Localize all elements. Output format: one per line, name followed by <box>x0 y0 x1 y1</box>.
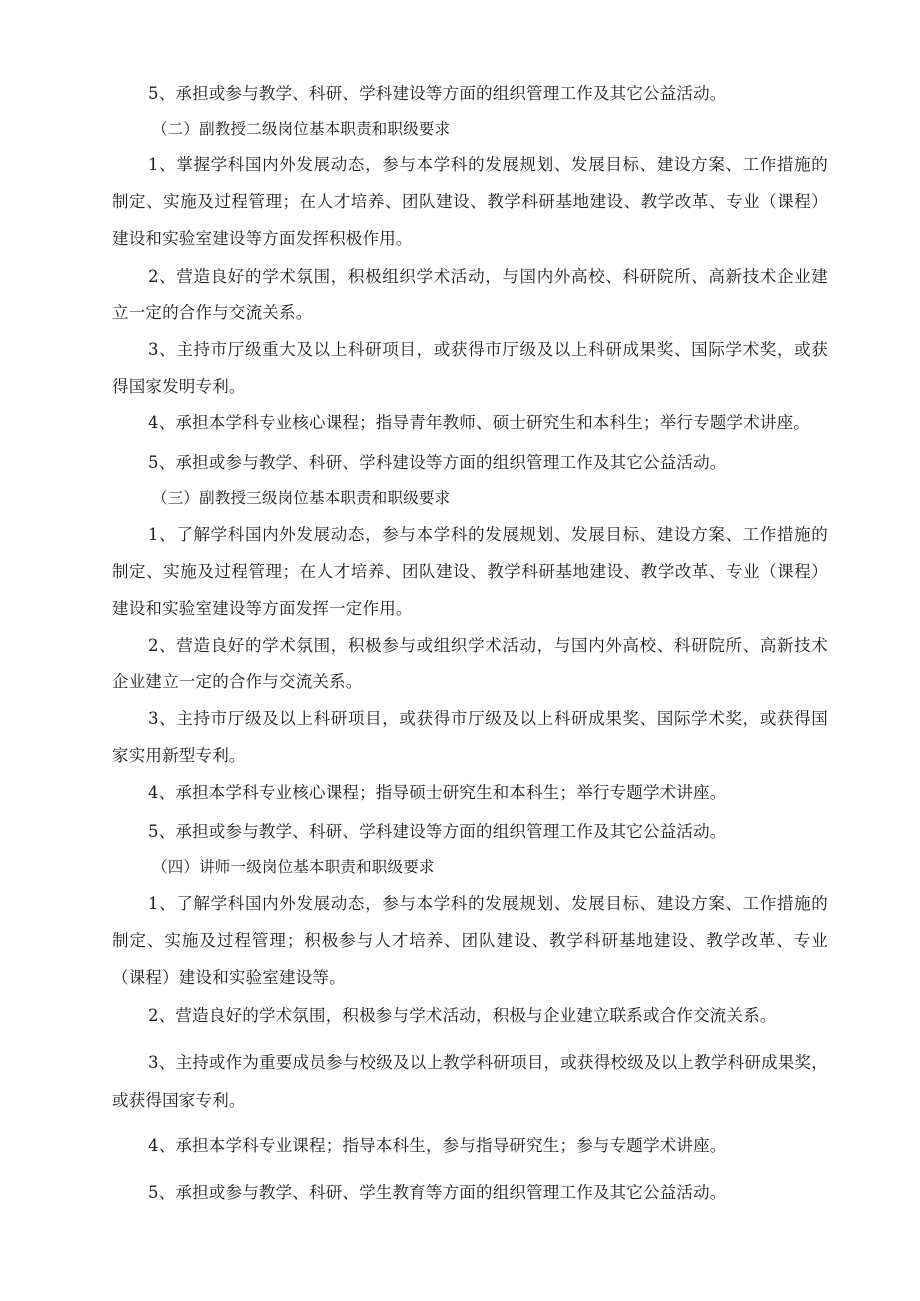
paragraph-line: 企业建立一定的合作与交流关系。 <box>112 672 363 691</box>
paragraph-line: 2、营造良好的学术氛围，积极参与学术活动，积极与企业建立联系或合作交流关系。 <box>148 1006 777 1025</box>
paragraph-line: 立一定的合作与交流关系。 <box>112 303 313 322</box>
paragraph-line: 3、主持市厅级重大及以上科研项目，或获得市厅级及以上科研成果奖、国际学术奖，或获 <box>148 340 828 359</box>
paragraph-line: 2、营造良好的学术氛围，积极组织学术活动，与国内外高校、科研院所、高新技术企业建 <box>148 267 828 286</box>
paragraph-line: （课程）建设和实验室建设等。 <box>112 968 346 987</box>
paragraph-line: 5、承担或参与教学、科研、学科建设等方面的组织管理工作及其它公益活动。 <box>148 84 727 103</box>
paragraph-line: 1、了解学科国内外发展动态，参与本学科的发展规划、发展目标、建设方案、工作措施的 <box>148 894 828 913</box>
paragraph-line: 建设和实验室建设等方面发挥积极作用。 <box>112 229 413 248</box>
paragraph-line: 3、主持或作为重要成员参与校级及以上教学科研项目，或获得校级及以上教学科研成果奖， <box>148 1053 828 1072</box>
paragraph-line: 5、承担或参与教学、科研、学科建设等方面的组织管理工作及其它公益活动。 <box>148 453 727 472</box>
paragraph-line: 4、承担本学科专业核心课程；指导青年教师、硕士研究生和本科生；举行专题学术讲座。 <box>148 413 810 432</box>
paragraph-line: 制定、实施及过程管理；在人才培养、团队建设、教学科研基地建设、教学改革、专业（课程） <box>112 192 828 211</box>
paragraph-line: 1、了解学科国内外发展动态，参与本学科的发展规划、发展目标、建设方案、工作措施的 <box>148 525 828 544</box>
paragraph-line: 1、掌握学科国内外发展动态，参与本学科的发展规划、发展目标、建设方案、工作措施的 <box>148 155 828 174</box>
paragraph-line: 制定、实施及过程管理；积极参与人才培养、团队建设、教学科研基地建设、教学改革、专业 <box>112 931 828 950</box>
paragraph-line: 4、承担本学科专业核心课程；指导硕士研究生和本科生；举行专题学术讲座。 <box>148 783 727 802</box>
paragraph-line: 或获得国家专利。 <box>112 1091 246 1110</box>
paragraph-line: 4、承担本学科专业课程；指导本科生，参与指导研究生；参与专题学术讲座。 <box>148 1136 727 1155</box>
paragraph-line: 制定、实施及过程管理；在人才培养、团队建设、教学科研基地建设、教学改革、专业（课程） <box>112 562 828 581</box>
paragraph-line: 家实用新型专利。 <box>112 746 246 765</box>
paragraph-line: 得国家发明专利。 <box>112 377 246 396</box>
section-heading: （二）副教授二级岗位基本职责和职级要求 <box>152 120 451 138</box>
paragraph-line: 2、营造良好的学术氛围，积极参与或组织学术活动，与国内外高校、科研院所、高新技术 <box>148 636 828 655</box>
paragraph-line: 3、主持市厅级及以上科研项目，或获得市厅级及以上科研成果奖、国际学术奖，或获得国 <box>148 709 828 728</box>
section-heading: （四）讲师一级岗位基本职责和职级要求 <box>152 858 435 876</box>
paragraph-line: 5、承担或参与教学、科研、学科建设等方面的组织管理工作及其它公益活动。 <box>148 822 727 841</box>
section-heading: （三）副教授三级岗位基本职责和职级要求 <box>152 489 451 507</box>
paragraph-line: 5、承担或参与教学、科研、学生教育等方面的组织管理工作及其它公益活动。 <box>148 1183 727 1202</box>
paragraph-line: 建设和实验室建设等方面发挥一定作用。 <box>112 599 413 618</box>
